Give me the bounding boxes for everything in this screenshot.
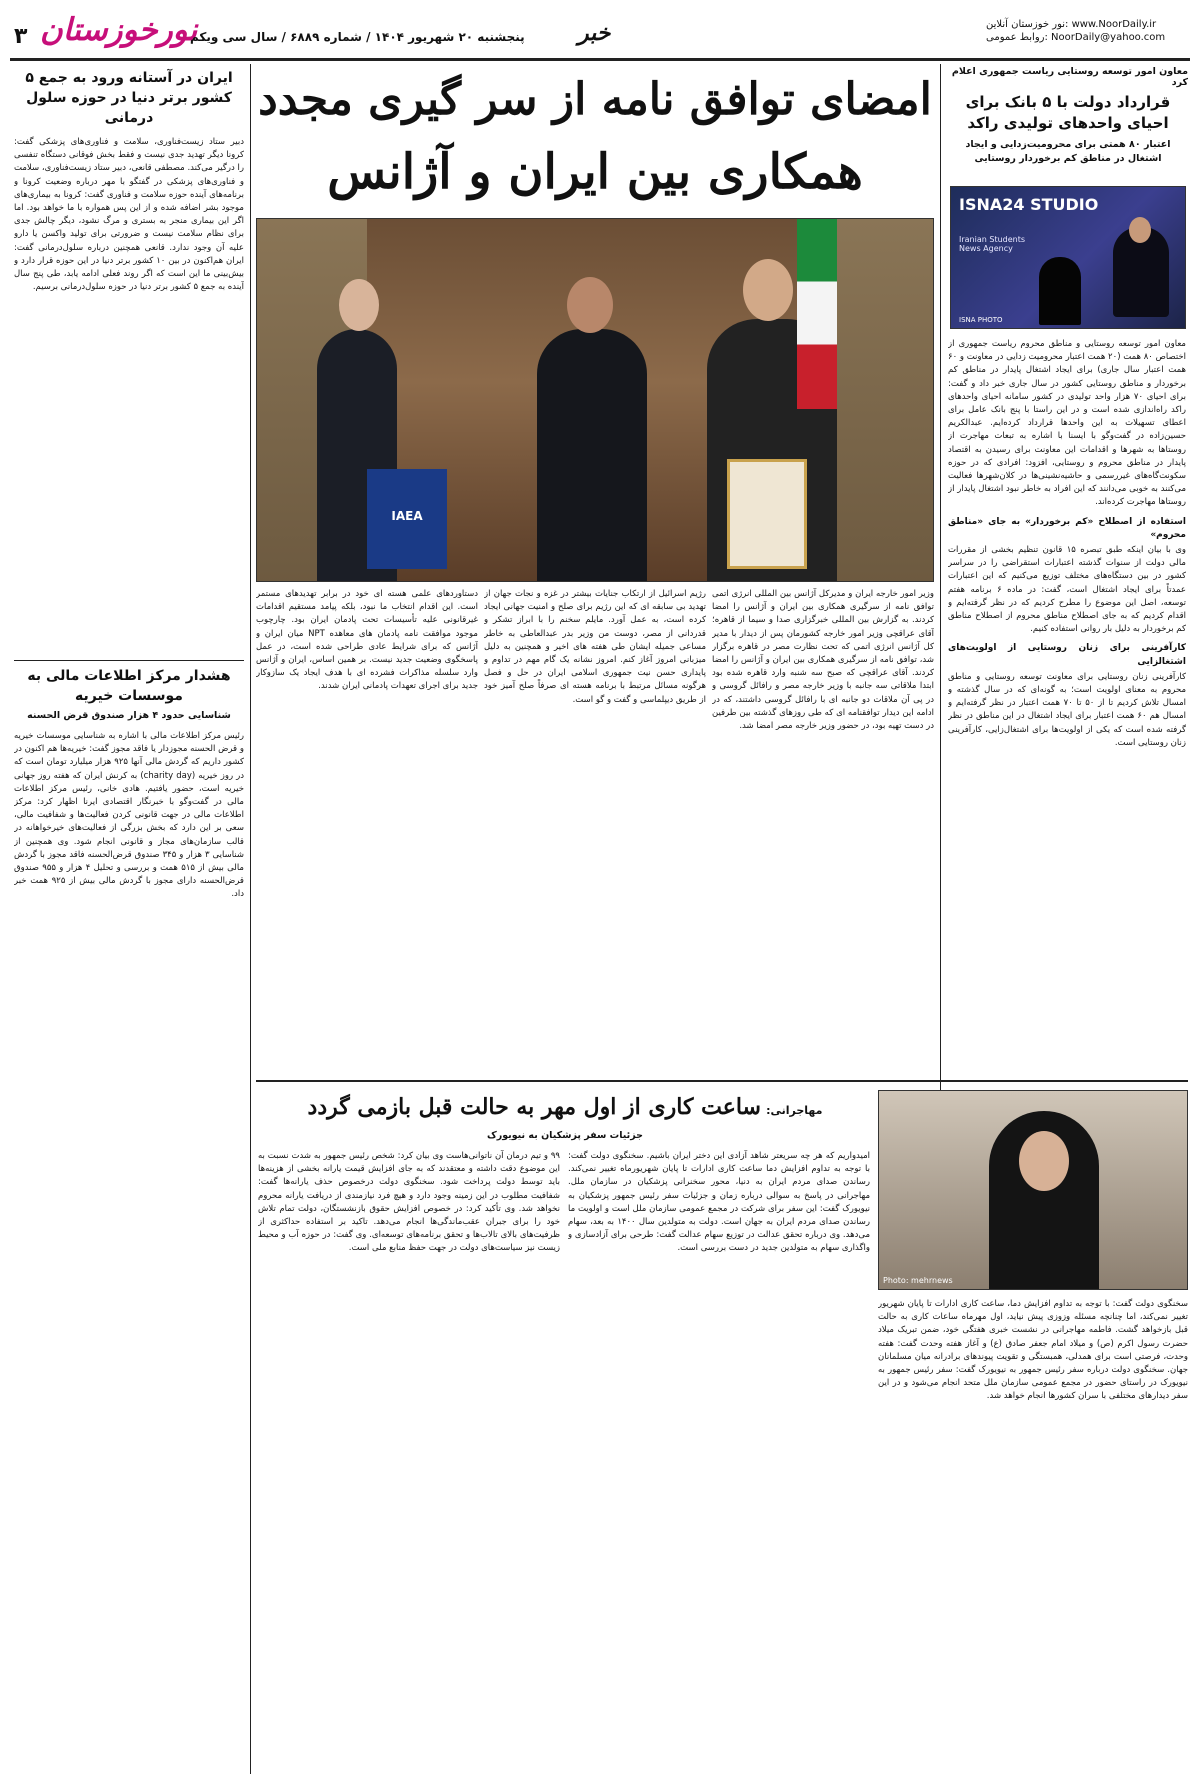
left-title-2: هشدار مرکز اطلاعات مالی به موسسات خیریه — [27, 668, 231, 704]
isna-photo-credit: ISNA PHOTO — [959, 316, 1003, 324]
main-title-line-2: همکاری بین ایران و آژانس — [327, 144, 863, 200]
bottom-headline — [260, 1094, 870, 1120]
left-story-2 — [14, 666, 244, 721]
site-line-2: روابط عمومی: NoorDaily@yahoo.com — [986, 32, 1166, 43]
right-heading-2: استفاده از اصطلاح «کم برخوردار» به جای «مناطق محروم» — [948, 516, 1186, 540]
person-center-head — [567, 277, 613, 333]
isna-photo — [950, 186, 1186, 329]
bottom-kicker: مهاجرانی: — [766, 1104, 823, 1117]
person-left-head — [339, 279, 379, 331]
main-col-2: رژیم اسرائیل از ارتکاب جنایات بیشتر در غزه و نجات جهان از تهدید بی سابقه ای که این رژیم برای صلح و امنیت جهانی ایجاد کرده است، به عمل آورد. مایلم سخنم را با ابراز تشکر و قدردانی از مصر، دوست من وزیر بدر عبدالعاطی به خاطر مساعی جمیله ایشان طی هفته های اخیر و همچنین به دلیل میزبانی امروز آغاز کنم. امروز نشانه یک گام مهم در تداوم و پایداری حسن نیت جمهوری اسلامی ایران در حل و فصل هرگونه مسائل مرتبط با برنامه هسته ای صرفاً صلح آمیز خود از طریق دیپلماسی و گفت و گو است. — [484, 589, 706, 705]
isna-logo: ISNA24 STUDIO — [959, 195, 1099, 214]
left-body-2: رئیس مرکز اطلاعات مالی با اشاره به شناسایی موسسات خیریه و قرض الحسنه مجوزدار یا فاقد مجوز گفت: خیریه‌ها هم اکنون در کشور داریم که گردش مالی آنها ۹۲۵ هزار میلیارد تومان است که در روز خیریه (charity day) به کرنش ایران که هفته روز جهانی خیریه است، حضور یافتیم. هادی خانی، رئیس مرکز اطلاعات مالی در گفت‌وگو با خبرنگار اقتصادی ایرنا اظهار کرد: مرکز اطلاعات مالی در جهت قانونی کردن فعالیت‌ها و شفافیت مالی، سعی بر این دارد که بخش بزرگی از فعالیت‌های خیرخواهانه در قالب سازمان‌های مجاز و قانونی انجام شود. وی همچنین از شناسایی ۳ هزار و ۳۴۵ صندوق قرض‌الحسنه فاقد مجوز با گردش مالی بیش از ۵۱۵ همت و بررسی و تحلیل ۴ هزار و ۹۵۵ صندوق قرض‌الحسنه دارای مجوز با گردش مالی بیش از ۹۲۵ همت خبر داد. — [14, 731, 244, 900]
spokeswoman-face — [1019, 1131, 1069, 1191]
curtain-right — [837, 219, 934, 582]
left-story-1 — [14, 68, 244, 128]
left-body-1: دبیر ستاد زیست‌فناوری، سلامت و فناوری‌های پزشکی گفت: کرونا دیگر تهدید جدی نیست و فقط بخش فوقانی دستگاه تنفسی را درگیر می‌کند. مصطفی قانعی، دبیر ستاد زیست‌فناوری، سلامت و فناوری‌های پزشکی در گفتگو با مهر درباره وضعیت کرونا و برنامه‌های آینده حوزه سلامت و فناوری گفت: کرونا به بیماری‌های موجود بشر اضافه شده و از این پس همواره با ما خواهد بود. اما اگر این بیماری منجر به بستری و مرگ نشود، دیگر چالش جدی برای نظام سلامت نیست و ضرورتی برای تولید واکسن یا دارو علیه آن وجود ندارد. قانعی همچنین درباره سلول‌درمانی گفت: ایران هم‌اکنون در بین ۱۰ کشور برتر دنیا در این حوزه قرار دارد و بیش‌بینی ما این است که اگر روند فعلی ادامه یابد، طی پنج سال آینده به جمع ۵ کشور برتر دنیا در حوزه سلول‌درمانی برسیم. — [14, 137, 244, 293]
left-story-rule — [14, 660, 244, 661]
main-col-1: وزیر امور خارجه ایران و مدیرکل آژانس بین المللی انرژی اتمی توافق نامه از سرگیری همکاری بین ایران و آژانس را امضا کردند. به گزارش بین المللی خبرگزاری صدا و سیما از قاهره؛ آقای عراقچی وزیر امور خارجه کشورمان پس از دیدار با مدیر کل آژانس انرژی اتمی که تحت نظارت مصر در قاهره برگزار شد، توافق نامه از سرگیری همکاری بین ایران و آژانس را امضا کردند. آقای عراقچی که صبح سه شنبه وارد قاهره شده بود ابتدا ملاقاتی سه جانبه با وزیر خارجه مصر و رافائل گروسی و در پی آن ملاقات دو جانبه ای با رافائل گروسی داشتند، که در ادامه این دیدار توافقنامه ای که طی روزهای گذشته بین طرفین در دست تهیه بود، در حضور وزیر خارجه مصر امضا شد. — [712, 589, 934, 732]
woman-figure — [1039, 257, 1081, 325]
left-column-divider — [250, 64, 251, 1774]
right-heading-3: کارآفرینی برای زنان روستایی از اولویت‌های اشتغالزایی — [948, 643, 1186, 667]
masthead-logo: نورخوزستان — [40, 12, 198, 48]
right-text-1: معاون امور توسعه روستایی و مناطق محروم ریاست جمهوری از اختصاص ۸۰ همت (۲۰ همت اعتبار محرومیت زدایی در معاونت و ۶۰ همت اعتبار سال جاری) برای ایجاد اشتغال پایدار در مناطق کم برخوردار و مناطق روستایی کشور در سال جاری خبر داد و گفت: برای احیای ۷۰ هزار واحد تولیدی در کشور سامانه احیای واحدهای راکد راه‌اندازی شده است و در این راستا با پنج بانک عامل برای اعطای تسهیلات به این واحدها قرارداد کرده‌ایم. عبدالکریم حسین‌زاده در گفت‌وگو با ایسنا با اشاره به تبعات مهاجرت از روستاها به شهرها و اقدامات این معاونت برای رسیدن به اقتصاد پایدار در مناطق محروم و روستایی، افزود: افرادی که در حوزه سکونت‌گاه‌های غیررسمی و حاشیه‌نشینی‌ها در کلان‌شهرها فعالیت می‌کنند به خوبی می‌دانند که این افراد به خاطر نبود اشتغال پایدار از روستاها مهاجرت کرده‌اند. — [948, 339, 1186, 508]
right-story — [948, 66, 1188, 166]
speaker-head — [1129, 217, 1151, 243]
iaea-folder: IAEA — [367, 469, 447, 569]
site-info — [986, 18, 1186, 44]
site-line-1: نور خوزستان آنلاین: www.NoorDaily.ir — [986, 19, 1157, 30]
isna-sub: Iranian Students News Agency — [959, 235, 1026, 253]
bottom-photo — [878, 1090, 1188, 1290]
bottom-col-a: سخنگوی دولت گفت: با توجه به تداوم افزایش دما، ساعت کاری ادارات تا پایان شهریور تغییر نمی‌کند، اما چنانچه مسئله وزوزی پیش نیاید، اول مهرماه ساعات کاری به حالت قبل بازخواهد گشت. فاطمه مهاجرانی در نشست خبری هفتگی خود، ضمن تبریک میلاد حضرت رسول اکرم (ص) و میلاد امام جعفر صادق (ع) و آغاز هفته وحدت گفت: هفته وحدت، فرصتی است برای همدلی، همبستگی و تقویت پیوندهای برادرانه میان مسلمانان جهان. سخنگوی دولت درباره سفر رئیس جمهور به نیویورک گفت: سفر رئیس جمهور به نیویورک در راستای حضور در مجمع عمومی سازمان ملل متحد انجام می‌شود و در این سفر دیدارهای مختلفی با سران کشورها انجام خواهد شد. — [878, 1299, 1188, 1402]
section-title: خبر — [578, 20, 611, 46]
right-kicker: معاون امور توسعه روستایی ریاست جمهوری اعلام کرد — [951, 66, 1188, 88]
bottom-subtitle: جزئیات سفر پزشکیان به نیویورک — [487, 1130, 643, 1141]
signed-folder — [727, 459, 807, 569]
main-title-line-1: امضای توافق نامه از سر گیری مجدد — [258, 74, 932, 125]
person-center — [537, 329, 647, 582]
left-title-1: ایران در آستانه ورود به جمع ۵ کشور برتر دنیا در حوزه سلول درمانی — [25, 70, 233, 126]
right-column-divider — [940, 64, 941, 1094]
bottom-title: ساعت کاری از اول مهر به حالت قبل بازمی گردد — [307, 1094, 761, 1120]
main-photo — [256, 218, 934, 582]
main-col-3: دستاوردهای علمی هسته ای خود در برابر تهدیدهای مستمر است. این اقدام انتخاب ما نبود، بلکه پیامد مستقیم اقدامات غیرقانونی علیه تأسیسات تحت پادمان ایران بود. چارچوب موجود موافقت نامه پادمان های معاهده NPT میان ایران و آژانس که برای شرایط عادی طراحی شده است، در عمل پاسخگوی وضعیت جدید نیست. بر همین اساس، ایران و آژانس وارد سلسله مذاکرات فشرده ای با هدف ایجاد یک سازوکار جدید برای اجرای تعهدات پادمانی ایران شدند. — [256, 589, 478, 692]
bottom-col-c: ۹۹ و تیم درمان آن ناتوانی‌هاست وی بیان کرد: شخص رئیس جمهور به شدت نسبت به این موضوع دقت داشته و معتقدند که به جای افزایش قیمت یارانه بخشی از هزینه‌ها باید توسط دولت پرداخت شود. سخنگوی دولت درخصوص حذف یارانه‌ها گفت: شفافیت مطلوب در این زمینه وجود دارد و هیچ فرد نیازمندی از دریافت یارانه محروم نخواهد شد. وی تأکید کرد: در خصوص افزایش حقوق بازنشستگان، دولت تمام تلاش خود را برای جبران عقب‌ماندگی‌ها انجام می‌دهد. تاکید بر استفاده حداکثری از ظرفیت‌های بالای تالاب‌ها و تحقق برنامه‌های توسعه‌ای. وی گفت: در حوزه آب و محیط زیست نیز سیاست‌های دولت در جهت حفظ منابع ملی است. — [258, 1151, 560, 1254]
right-title: قرارداد دولت با ۵ بانک برای احیای واحدهای تولیدی راکد — [965, 93, 1171, 132]
bottom-photo-credit: Photo: mehrnews — [883, 1276, 953, 1285]
right-text-3: کارآفرینی زنان روستایی برای معاونت توسعه روستایی و مناطق محروم به معنای اولویت است؛ به گونه‌ای که در سال گذشته و امسال تلاش کردیم تا از ۵۰ تا ۷۰ همت اعتبار در نظر گرفته‌ایم و امسال هم ۶۰ همت اعتبار برای ایجاد اشتغال در این مناطق در نظر گرفته شده است که یکی از اولویت‌ها برای اشتغال‌زایی، کارآفرینی زنان روستایی است. — [948, 671, 1186, 748]
person-right-head — [743, 259, 793, 321]
bottom-col-b: امیدواریم که هر چه سریعتر شاهد آزادی این دختر ایران باشیم. سخنگوی دولت گفت: با توجه به تداوم افزایش دما ساعت کاری ادارات تا پایان شهریورماه تغییر نمی‌کند. رساندن صدای مردم ایران به دنیا، محور سخنرانی پزشکیان در سازمان ملل. مهاجرانی در پاسخ به سوالی درباره زمان و جزئیات سفر رئیس جمهور پزشکیان به نیویورک گفت: این سفر برای شرکت در مجمع عمومی سازمان ملل است و اولویت ما رساندن صدای مردم ایران به جهان است. دولت به متولدین سال ۱۴۰۰ به بعد، سهام می‌دهد. وی درباره تحقق عدالت در توزیع سهام عدالت گفت: طرحی برای آزادسازی و واگذاری سهام به متولدین جدید در دست بررسی است. — [568, 1151, 870, 1254]
page-header — [0, 0, 1200, 62]
page-number: ۳ — [14, 24, 28, 49]
left-subtitle-2: شناسایی حدود ۴ هزار صندوق قرض الحسنه — [27, 710, 231, 721]
right-body — [948, 338, 1186, 1090]
right-subtitle: اعتبار ۸۰ همتی برای محرومیت‌زدایی و ایجاد اشتغال در مناطق کم برخوردار روستایی — [965, 139, 1171, 164]
bottom-story-rule — [256, 1080, 1188, 1082]
right-text-2: وی با بیان اینکه طبق تبصره ۱۵ قانون تنظیم بخشی از مقررات مالی دولت از سنوات گذشته اعتبارات استقراضی را در سراسر کشور در بین دستگاه‌های مختلف توزیع می‌کنیم که این اعتبارات عمدتاً برای ایجاد اشتغال است، گفت: در ماده ۶ برنامه هفتم توسعه، اصل این موضوع را مطرح کردیم که در نظر گرفته‌ایم و اقدام کردیم که به جای اصطلاح مناطق محروم از اصطلاح مناطق کم برخوردار به دلیل بار روانی استفاده کنیم. — [948, 545, 1186, 635]
header-rule — [10, 58, 1190, 61]
dateline: پنجشنبه ۲۰ شهریور ۱۴۰۴ / شماره ۶۸۸۹ / سال سی ویکم — [190, 30, 525, 44]
